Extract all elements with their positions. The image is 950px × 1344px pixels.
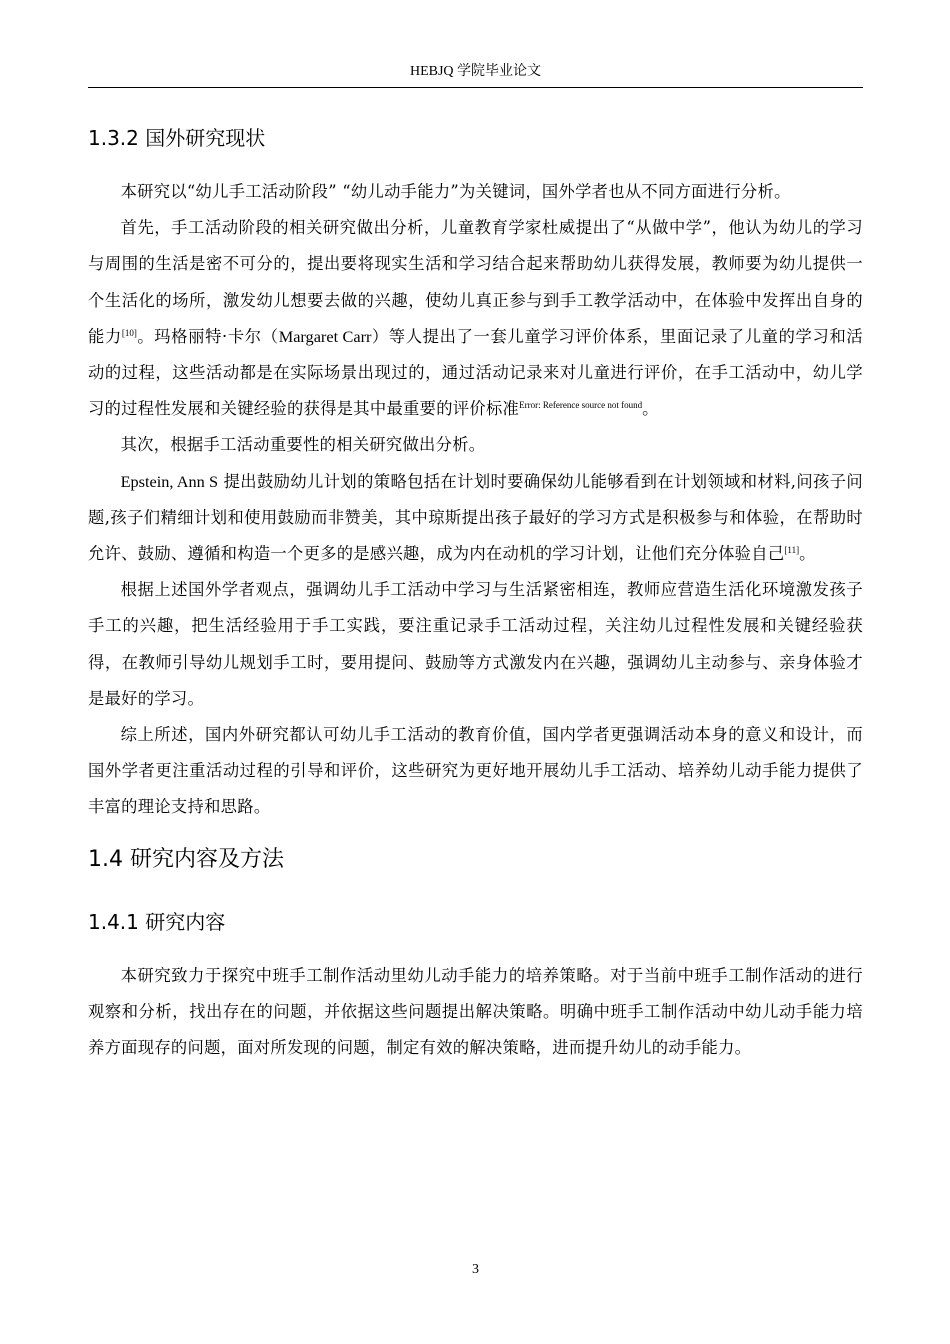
author-name: Margaret Carr xyxy=(278,326,372,346)
paragraph-research-content: 本研究致力于探究中班手工制作活动里幼儿动手能力的培养策略。对于当前中班手工制作活动的进行观察和分析，找出存在的问题，并依据这些问题提出解决策略。明确中班手工制作活动中幼儿动手能力培养方面现存的问题，面对所发现的问题，制定有效的解决策略，进而提升幼儿的动手能力。 xyxy=(88,965,863,1058)
document-body xyxy=(88,122,863,1066)
citation-error: Error: Reference source not found xyxy=(519,400,643,411)
paragraph-text: 。 xyxy=(799,544,816,564)
paragraph-summary-foreign: 根据上述国外学者观点，强调幼儿手工活动中学习与生活紧密相连，教师应营造生活化环境激发孩子手工的兴趣，把生活经验用于手工实践，要注重记录手工活动过程，关注幼儿过程性发展和关键经验获得，在教师引导幼儿规划手工时，要用提问、鼓励等方式激发内在兴趣，强调幼儿主动参与、亲身体验才是最好的学习。 xyxy=(88,580,863,708)
header-rule xyxy=(88,87,863,88)
citation-ref: [10] xyxy=(121,327,137,338)
section-heading-1-3-2: 1.3.2 国外研究现状 xyxy=(88,126,266,150)
citation-ref: [11] xyxy=(784,545,800,556)
paragraph-text: 提出鼓励幼儿计划的策略包括在计划时要确保幼儿能够看到在计划领域和材料,问孩子问题,孩子们精细计划和使用鼓励而非赞美，其中琼斯提出孩子最好的学习方式是积极参与和体验，在帮助时允许、鼓励、遵循和构造一个更多的是感兴趣，成为内在动机的学习计划，让他们充分体验自己 xyxy=(88,471,863,564)
paragraph-text: 首先，手工活动阶段的相关研究做出分析，儿童教育学家杜威提出了“从做中学”，他认为幼儿的学习与周围的生活是密不可分的，提出要将现实生活和学习结合起来帮助幼儿获得发展，教师要为幼儿提供一个生活化的场所，激发幼儿想要去做的兴趣，使幼儿真正参与到手工教学活动中，在体验中发挥出自身的能力 xyxy=(88,218,863,346)
section-heading-1-4: 1.4 研究内容及方法 xyxy=(88,846,284,872)
paragraph-importance: 其次，根据手工活动重要性的相关研究做出分析。 xyxy=(120,435,486,455)
author-name: Epstein, Ann S xyxy=(120,471,219,491)
paragraph-text: ）等人提出了一套儿童学习评价体系，里面记录了儿童的学习和活动的过程，这些活动都是在实际场景出现过的，通过活动记录来对儿童进行评价，在手工活动中，幼儿学习的过程性发展和关键经验的获得是其中最重要的评价标准 xyxy=(88,326,863,419)
paragraph-keywords: 本研究以“幼儿手工活动阶段” “幼儿动手能力”为关键词，国外学者也从不同方面进行分析。 xyxy=(120,182,791,201)
section-heading-1-4-1: 1.4.1 研究内容 xyxy=(88,909,226,934)
paragraph-dewey-carr xyxy=(88,210,863,427)
paragraph-conclusion: 综上所述，国内外研究都认可幼儿手工活动的教育价值，国内学者更强调活动本身的意义和设计，而国外学者更注重活动过程的引导和评价，这些研究为更好地开展幼儿手工活动、培养幼儿动手能力提供了丰富的理论支持和思路。 xyxy=(88,725,863,817)
paragraph-text: 。 xyxy=(642,399,659,419)
page-header: HEBJQ 学院毕业论文 xyxy=(409,64,542,79)
paragraph-epstein xyxy=(88,464,863,573)
page-number: 3 xyxy=(472,1262,479,1277)
paragraph-text: 。玛格丽特·卡尔（ xyxy=(136,326,279,346)
